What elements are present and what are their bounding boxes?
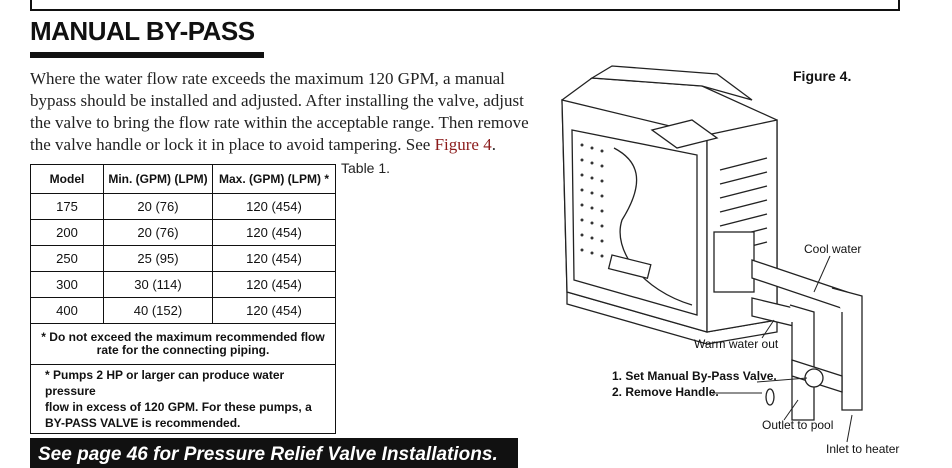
cell-max: 120 (454) (213, 194, 336, 220)
paragraph-line: Where the water flow rate exceeds the maximum 120 GPM, a manual (30, 69, 505, 88)
note-line: BY-PASS VALVE is recommended. (45, 416, 241, 430)
heater-bypass-illustration (552, 60, 900, 460)
table-note-row (31, 324, 336, 365)
cell-model: 175 (31, 194, 104, 220)
paragraph-line (30, 134, 550, 156)
inlet-leader (847, 415, 852, 442)
column-header-min: Min. (GPM) (LPM) (104, 165, 213, 194)
cell-max: 120 (454) (213, 220, 336, 246)
cell-model: 200 (31, 220, 104, 246)
cell-min: 20 (76) (104, 194, 213, 220)
label-outlet-to-pool: Outlet to pool (762, 418, 834, 432)
label-warm-water-out: Warm water out (694, 337, 779, 351)
cell-min: 40 (152) (104, 298, 213, 324)
flow-warning-note (31, 324, 336, 365)
cell-min: 20 (76) (104, 220, 213, 246)
label-inlet-to-heater: Inlet to heater (826, 442, 900, 456)
table-header-row (31, 165, 336, 194)
column-header-model: Model (31, 165, 104, 194)
valve-handle (766, 389, 774, 405)
note-line: * Pumps 2 HP or larger can produce water pressure (45, 368, 285, 398)
column-header-max: Max. (GPM) (LPM) * (213, 165, 336, 194)
table-row (31, 272, 336, 298)
page-heading: MANUAL BY-PASS (30, 16, 255, 46)
table-row (31, 246, 336, 272)
table-row (31, 298, 336, 324)
cell-model: 250 (31, 246, 104, 272)
plumbing-header (714, 232, 754, 292)
figure-title: Figure 4. (793, 68, 852, 84)
top-frame-border (30, 0, 900, 11)
paragraph-period: . (491, 135, 496, 154)
flow-rate-table (30, 164, 336, 434)
cell-max: 120 (454) (213, 246, 336, 272)
note-line: * Do not exceed the maximum recommended flow (41, 330, 325, 344)
bypass-valve (805, 369, 823, 387)
heater-side-panel (707, 120, 777, 332)
cell-model: 400 (31, 298, 104, 324)
pump-bypass-note (31, 365, 336, 434)
heading-underline (30, 52, 264, 58)
label-step-1: 1. Set Manual By-Pass Valve. (612, 369, 777, 383)
cell-model: 300 (31, 272, 104, 298)
intro-paragraph (30, 68, 550, 156)
cell-max: 120 (454) (213, 272, 336, 298)
figure-4-link[interactable]: Figure 4 (434, 135, 492, 154)
note-line: flow in excess of 120 GPM. For these pumps, a (45, 400, 312, 414)
table-label: Table 1. (341, 160, 391, 176)
pressure-relief-banner: See page 46 for Pressure Relief Valve Installations. (30, 438, 518, 468)
cell-min: 30 (114) (104, 272, 213, 298)
paragraph-text: the valve handle or lock it in place to avoid tampering. See (30, 135, 435, 154)
cell-min: 25 (95) (104, 246, 213, 272)
label-step-2: 2. Remove Handle. (612, 385, 719, 399)
table-row (31, 194, 336, 220)
paragraph-line: the valve to bring the flow rate within the acceptable range. Then remove (30, 113, 529, 132)
note-line: rate for the connecting piping. (96, 343, 270, 357)
cell-max: 120 (454) (213, 298, 336, 324)
label-cool-water: Cool water (804, 242, 862, 256)
table-note-row (31, 365, 336, 434)
paragraph-line: bypass should be installed and adjusted. After installing the valve, adjust (30, 91, 524, 110)
table-row (31, 220, 336, 246)
